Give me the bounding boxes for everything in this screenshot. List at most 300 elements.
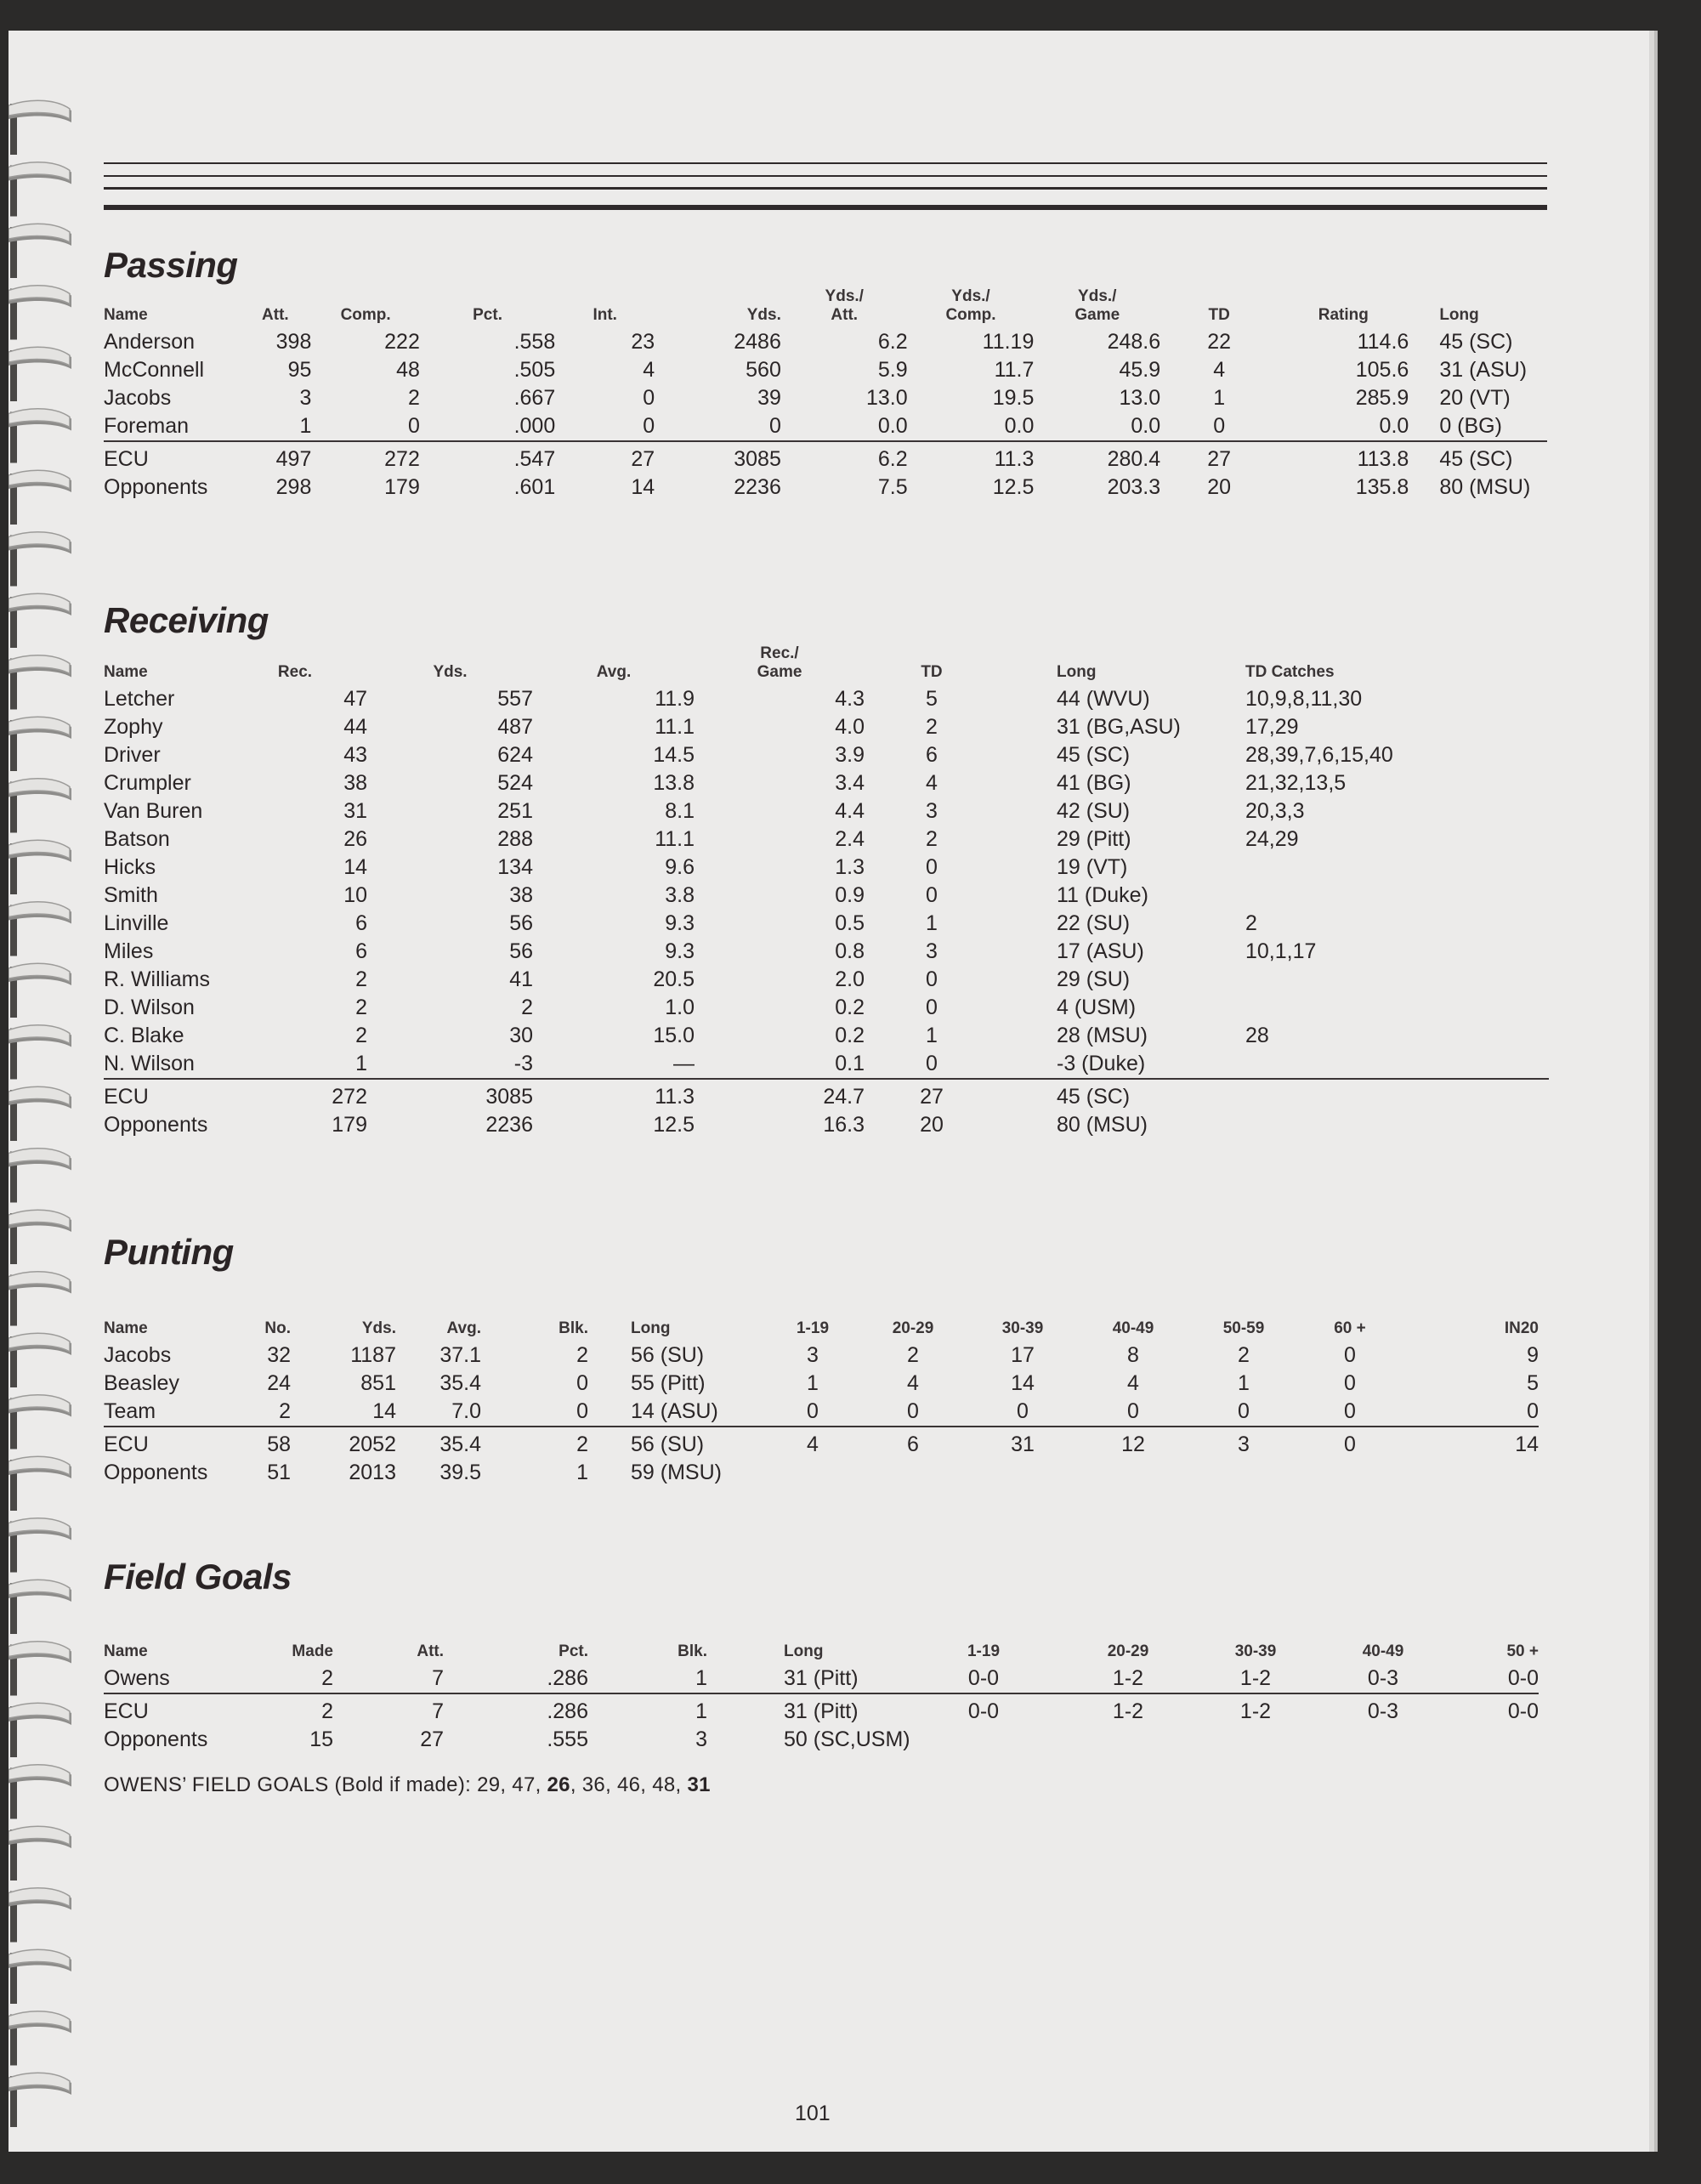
stat-cell: 14 bbox=[343, 855, 367, 879]
stat-cell: 2 bbox=[355, 967, 367, 991]
stat-cell: 0.0 bbox=[781, 412, 908, 441]
spiral-coil bbox=[9, 593, 71, 648]
stat-cell: -3 bbox=[367, 1050, 533, 1079]
stat-cell: 2013 bbox=[349, 1461, 396, 1484]
row-name: Opponents bbox=[104, 1727, 208, 1751]
stat-cell: 2 bbox=[521, 996, 533, 1019]
row-name: Opponents bbox=[104, 1113, 208, 1137]
column-header: Comp. bbox=[340, 306, 391, 324]
stat-cell: 0.9 bbox=[835, 883, 865, 907]
stat-cell: 9 bbox=[1527, 1343, 1539, 1367]
row-name: Driver bbox=[104, 743, 161, 767]
stat-cell: 12 bbox=[1121, 1432, 1145, 1456]
stat-cell: 10 bbox=[343, 883, 367, 907]
stat-cell: 1 bbox=[1238, 1371, 1250, 1395]
spiral-coil bbox=[9, 2011, 71, 2066]
spiral-coil bbox=[9, 1210, 71, 1264]
stat-cell: 280.4 bbox=[1107, 447, 1161, 471]
row-name: Beasley bbox=[104, 1371, 179, 1395]
total-row bbox=[104, 1111, 1549, 1139]
stat-cell: 0 bbox=[655, 412, 781, 441]
stat-cell: .286 bbox=[547, 1699, 588, 1723]
player-row bbox=[104, 882, 1549, 910]
stat-cell: 31 bbox=[1011, 1432, 1035, 1456]
column-header: Long bbox=[1057, 663, 1097, 681]
fg-attempt-missed: 29 bbox=[477, 1773, 501, 1796]
stat-cell: 20 bbox=[1207, 475, 1232, 499]
stat-cell: 524 bbox=[497, 771, 533, 795]
stat-cell: 13.0 bbox=[1119, 386, 1161, 410]
spiral-coil bbox=[9, 840, 71, 894]
stat-cell bbox=[1245, 994, 1549, 1022]
stat-cell: 22 bbox=[1207, 330, 1232, 354]
stat-cell: 14 bbox=[1515, 1432, 1539, 1456]
stat-cell: — bbox=[533, 1050, 695, 1079]
stat-cell: 285.9 bbox=[1355, 386, 1409, 410]
stat-cell: 6 bbox=[907, 1432, 919, 1456]
stat-cell: 203.3 bbox=[1107, 475, 1161, 499]
stat-cell: 3085 bbox=[485, 1085, 533, 1109]
column-header: 1-19 bbox=[967, 1642, 1001, 1660]
stat-cell: 12.5 bbox=[992, 475, 1035, 499]
column-header: 20-29 bbox=[1107, 1642, 1149, 1660]
stat-cell: 557 bbox=[497, 687, 533, 711]
column-header: 30-39 bbox=[1234, 1642, 1277, 1660]
stat-cell: 1-2 bbox=[1112, 1699, 1144, 1723]
player-row bbox=[104, 994, 1549, 1022]
player-row bbox=[104, 797, 1549, 825]
stat-cell: 22 (SU) bbox=[1057, 911, 1131, 935]
stat-cell: 0 bbox=[926, 883, 938, 907]
fg-attempt-missed: 36 bbox=[581, 1773, 606, 1796]
stat-cell: 19.5 bbox=[992, 386, 1035, 410]
fg-attempt-missed: 47 bbox=[512, 1773, 536, 1796]
stat-cell: 45 (SC) bbox=[1439, 447, 1513, 471]
spiral-coil bbox=[9, 902, 71, 956]
stat-cell: 48 bbox=[396, 358, 420, 382]
player-row bbox=[104, 685, 1549, 713]
spiral-coil bbox=[9, 963, 71, 1018]
player-row bbox=[104, 356, 1547, 384]
player-row bbox=[104, 713, 1549, 741]
punting-title: Punting bbox=[104, 1232, 234, 1272]
row-name: N. Wilson bbox=[104, 1050, 223, 1079]
stat-cell: 0 bbox=[555, 412, 655, 441]
column-header: 60 + bbox=[1334, 1319, 1366, 1337]
spiral-binding bbox=[9, 90, 78, 2130]
stat-cell: 59 (MSU) bbox=[631, 1461, 722, 1484]
stat-cell: 497 bbox=[275, 447, 312, 471]
stat-cell: 398 bbox=[275, 330, 312, 354]
stat-cell: 3 bbox=[695, 1727, 707, 1751]
column-header: 1-19 bbox=[796, 1319, 830, 1337]
stat-cell: 0 bbox=[926, 855, 938, 879]
row-name: Hicks bbox=[104, 855, 156, 879]
passing-table bbox=[104, 287, 1547, 502]
field-goals-attempts: 29, 47, 26, 36, 46, 48, 31 bbox=[477, 1773, 711, 1796]
column-header: 20-29 bbox=[892, 1319, 934, 1337]
stat-cell: 0 bbox=[865, 1050, 999, 1079]
stat-cell: 1 bbox=[695, 1699, 707, 1723]
stat-cell: 50 (SC,USM) bbox=[784, 1727, 910, 1751]
stat-cell: 179 bbox=[384, 475, 420, 499]
stat-cell: 288 bbox=[497, 827, 533, 851]
stat-cell: 37.1 bbox=[439, 1343, 481, 1367]
stat-cell: 0.0 bbox=[908, 412, 1035, 441]
player-row bbox=[104, 741, 1549, 769]
stat-cell: 44 (WVU) bbox=[1057, 687, 1150, 711]
column-header: 40-49 bbox=[1112, 1319, 1154, 1337]
stat-cell: 0 bbox=[311, 412, 420, 441]
stat-cell: 20 (VT) bbox=[1439, 386, 1511, 410]
stat-cell: 251 bbox=[497, 799, 533, 823]
header-row bbox=[104, 1319, 1539, 1342]
stat-cell: 105.6 bbox=[1355, 358, 1409, 382]
stat-cell: 3085 bbox=[734, 447, 781, 471]
stat-cell: 23 bbox=[631, 330, 655, 354]
stat-cell: 1 bbox=[576, 1461, 588, 1484]
stat-cell: 2 bbox=[576, 1432, 588, 1456]
row-name: R. Williams bbox=[104, 967, 210, 991]
stat-cell: 3 bbox=[926, 939, 938, 963]
stat-cell: 27 bbox=[1207, 447, 1232, 471]
stat-cell: 30 bbox=[509, 1024, 533, 1047]
stat-cell: 13.0 bbox=[865, 386, 908, 410]
stat-cell: 135.8 bbox=[1355, 475, 1409, 499]
stat-cell: 8 bbox=[1127, 1343, 1139, 1367]
stat-cell: 16.3 bbox=[823, 1113, 865, 1137]
column-header: Long bbox=[1439, 306, 1479, 324]
player-row bbox=[104, 1370, 1539, 1398]
stat-cell bbox=[1245, 854, 1549, 882]
stat-cell: 2236 bbox=[485, 1113, 533, 1137]
header-row bbox=[104, 287, 1547, 328]
receiving-title: Receiving bbox=[104, 600, 269, 640]
stat-cell: 0.2 bbox=[835, 1024, 865, 1047]
stat-cell: 0-0 bbox=[967, 1699, 1000, 1723]
stat-cell: 2.0 bbox=[835, 967, 865, 991]
stat-cell: 80 (MSU) bbox=[1057, 1113, 1148, 1137]
stat-cell: 0 bbox=[643, 386, 655, 410]
stat-cell: .505 bbox=[513, 358, 556, 382]
stat-cell: 12.5 bbox=[653, 1113, 695, 1137]
spiral-coil bbox=[9, 655, 71, 710]
stat-cell: 0.0 bbox=[1278, 412, 1409, 441]
stat-cell: 20.5 bbox=[653, 967, 695, 991]
column-header: TD Catches bbox=[1245, 663, 1335, 681]
stat-cell: 4 bbox=[1213, 358, 1226, 382]
player-row bbox=[104, 384, 1547, 412]
stat-cell: 0 bbox=[767, 1398, 859, 1427]
row-name: Linville bbox=[104, 911, 169, 935]
stat-cell: 14 bbox=[291, 1398, 396, 1427]
stat-cell: 32 bbox=[267, 1343, 291, 1367]
stat-cell: 2 bbox=[926, 715, 938, 739]
stat-cell: -3 (Duke) bbox=[999, 1050, 1245, 1079]
player-row bbox=[104, 1050, 1549, 1079]
spiral-coil bbox=[9, 100, 71, 155]
stat-cell: 20 bbox=[920, 1113, 944, 1137]
stat-cell bbox=[1245, 882, 1549, 910]
stat-cell: 0.0 bbox=[1034, 412, 1160, 441]
column-header: Blk. bbox=[678, 1642, 707, 1660]
stat-cell: 10,1,17 bbox=[1245, 939, 1317, 963]
stat-cell: 2236 bbox=[734, 475, 781, 499]
stat-cell: 0 bbox=[1160, 412, 1278, 441]
header-rule-1 bbox=[104, 162, 1547, 164]
stat-cell: 95 bbox=[287, 358, 312, 382]
stat-cell: 2 bbox=[321, 1699, 333, 1723]
passing-title: Passing bbox=[104, 245, 238, 285]
spiral-coil bbox=[9, 162, 71, 217]
stat-cell: 0-3 bbox=[1319, 1665, 1447, 1693]
stat-cell: 4 bbox=[643, 358, 655, 382]
header-rule-2 bbox=[104, 175, 1547, 177]
column-header: Yds./ Att. bbox=[825, 287, 864, 324]
row-name: Team bbox=[104, 1398, 189, 1427]
player-row bbox=[104, 769, 1549, 797]
row-name: D. Wilson bbox=[104, 996, 195, 1019]
punting-table bbox=[104, 1319, 1539, 1487]
stat-cell: 28 (MSU) bbox=[1057, 1024, 1148, 1047]
stat-cell bbox=[1245, 1050, 1549, 1079]
fg-attempt-made: 31 bbox=[687, 1773, 711, 1796]
spiral-coil bbox=[9, 1272, 71, 1326]
stat-cell: .555 bbox=[547, 1727, 588, 1751]
column-header: Name bbox=[104, 1642, 148, 1660]
stat-cell: 0-0 bbox=[1507, 1699, 1539, 1723]
stat-cell: 9.3 bbox=[665, 911, 695, 935]
stat-cell: 45 (SC) bbox=[1057, 743, 1131, 767]
stat-cell: 2 bbox=[214, 1665, 333, 1693]
stat-cell: 7.5 bbox=[877, 475, 908, 499]
stat-cell: 1-2 bbox=[1239, 1699, 1272, 1723]
spiral-coil bbox=[9, 1888, 71, 1943]
player-row bbox=[104, 825, 1549, 854]
column-header: Rec. bbox=[277, 663, 313, 681]
stat-cell bbox=[967, 1459, 1078, 1487]
stat-cell: 1 bbox=[223, 1050, 367, 1079]
header-rule-4 bbox=[104, 205, 1547, 210]
stat-cell bbox=[1245, 1079, 1549, 1111]
stat-cell: 6 bbox=[355, 911, 367, 935]
column-header: Avg. bbox=[596, 663, 632, 681]
stat-cell: 56 (SU) bbox=[631, 1432, 705, 1456]
stat-cell: 56 bbox=[509, 939, 533, 963]
stat-cell: 24,29 bbox=[1245, 827, 1299, 851]
spiral-coil bbox=[9, 1826, 71, 1881]
stat-cell bbox=[903, 1726, 1064, 1754]
stat-cell: 4 bbox=[907, 1371, 919, 1395]
column-header: Yds. bbox=[361, 1319, 396, 1337]
row-name: Zophy bbox=[104, 715, 163, 739]
column-header: Name bbox=[104, 663, 148, 681]
stat-cell: 31 (ASU) bbox=[1439, 358, 1528, 382]
stat-cell: 134 bbox=[497, 855, 533, 879]
stat-cell: 24.7 bbox=[823, 1085, 865, 1109]
column-header: Name bbox=[104, 1319, 148, 1337]
total-row bbox=[104, 1726, 1539, 1754]
stat-cell: 3 bbox=[1238, 1432, 1250, 1456]
stat-cell: 11.1 bbox=[655, 827, 695, 851]
column-header: Yds./ Game bbox=[1074, 287, 1120, 324]
column-header: Int. bbox=[593, 306, 617, 324]
column-header: TD bbox=[921, 663, 943, 681]
column-header: Att. bbox=[262, 306, 289, 324]
stat-cell: .667 bbox=[513, 386, 556, 410]
stat-cell: 2052 bbox=[349, 1432, 396, 1456]
stat-cell: 31 (Pitt) bbox=[784, 1699, 859, 1723]
spiral-coil bbox=[9, 1518, 71, 1573]
stat-cell: 0 bbox=[481, 1398, 588, 1427]
column-header: Name bbox=[104, 306, 148, 324]
column-header: Pct. bbox=[473, 306, 502, 324]
column-header: Long bbox=[631, 1319, 671, 1337]
stat-cell: 29 (SU) bbox=[1057, 967, 1131, 991]
stat-cell: 11.1 bbox=[655, 715, 695, 739]
spiral-coil bbox=[9, 224, 71, 278]
stat-cell: 56 (SU) bbox=[631, 1343, 705, 1367]
stat-cell: 114.6 bbox=[1357, 330, 1409, 354]
stat-cell: 1 bbox=[588, 1665, 707, 1693]
stat-cell: 0 (BG) bbox=[1409, 412, 1547, 441]
spiral-coil bbox=[9, 717, 71, 771]
stat-cell: 35.4 bbox=[439, 1432, 481, 1456]
stat-cell bbox=[1245, 1111, 1549, 1139]
stat-cell: 1 bbox=[239, 412, 311, 441]
stat-cell: 1.0 bbox=[665, 996, 695, 1019]
stat-cell: 28 bbox=[1245, 1024, 1269, 1047]
stat-cell: 3 bbox=[926, 799, 938, 823]
stat-cell: 5 bbox=[926, 687, 938, 711]
field-goals-note-prefix: OWENS’ FIELD GOALS (Bold if made): bbox=[104, 1773, 472, 1796]
stat-cell bbox=[1319, 1726, 1447, 1754]
stat-cell: 487 bbox=[497, 715, 533, 739]
page-number: 101 bbox=[795, 2102, 831, 2125]
stat-cell: 272 bbox=[384, 447, 420, 471]
spiral-coil bbox=[9, 286, 71, 340]
stat-cell: 1 bbox=[926, 911, 938, 935]
stat-cell: 55 (Pitt) bbox=[631, 1371, 706, 1395]
stat-cell: 27 bbox=[920, 1085, 944, 1109]
header-row bbox=[104, 644, 1549, 685]
stat-cell: 21,32,13,5 bbox=[1245, 771, 1347, 795]
column-header: 30-39 bbox=[1001, 1319, 1044, 1337]
stat-cell: 14 bbox=[1011, 1371, 1035, 1395]
stat-cell bbox=[1188, 1459, 1299, 1487]
stat-cell: 11.19 bbox=[982, 330, 1035, 354]
column-header: Pct. bbox=[558, 1642, 588, 1660]
stat-cell: 35.4 bbox=[439, 1371, 481, 1395]
row-name: ECU bbox=[104, 1085, 149, 1109]
stat-cell: 6.2 bbox=[877, 330, 908, 354]
stat-cell: 560 bbox=[746, 358, 781, 382]
stat-cell: 0-0 bbox=[903, 1665, 1064, 1693]
stat-cell: 15.0 bbox=[653, 1024, 695, 1047]
stat-cell: 11.7 bbox=[994, 358, 1035, 382]
stat-cell: 26 bbox=[343, 827, 367, 851]
stat-cell: 1 bbox=[807, 1371, 819, 1395]
stat-cell: 0 bbox=[1188, 1398, 1299, 1427]
player-row bbox=[104, 412, 1547, 441]
spiral-coil bbox=[9, 2073, 71, 2127]
stat-cell: 3.9 bbox=[835, 743, 865, 767]
stat-cell: 298 bbox=[275, 475, 312, 499]
stat-cell: 4 bbox=[807, 1432, 819, 1456]
stat-cell: 3 bbox=[807, 1343, 819, 1367]
stat-cell: 0.1 bbox=[695, 1050, 865, 1079]
stat-cell: .000 bbox=[420, 412, 555, 441]
spiral-coil bbox=[9, 1580, 71, 1634]
stat-cell: 41 bbox=[509, 967, 533, 991]
spiral-coil bbox=[9, 1149, 71, 1203]
stat-cell bbox=[1192, 1726, 1319, 1754]
stat-cell: 0-0 bbox=[1447, 1665, 1539, 1693]
stat-cell: 43 bbox=[343, 743, 367, 767]
stat-cell: 1-2 bbox=[1064, 1665, 1192, 1693]
stat-cell: 5 bbox=[1527, 1371, 1539, 1395]
player-row bbox=[104, 1342, 1539, 1370]
stat-cell: 0 bbox=[1299, 1398, 1401, 1427]
stat-cell: 7.0 bbox=[396, 1398, 481, 1427]
fg-attempt-made: 26 bbox=[547, 1773, 570, 1796]
stat-cell bbox=[767, 1459, 859, 1487]
stat-cell: 0.5 bbox=[835, 911, 865, 935]
row-name: Miles bbox=[104, 939, 154, 963]
stat-cell: 9.6 bbox=[665, 855, 695, 879]
stat-cell: 1-2 bbox=[1192, 1665, 1319, 1693]
stat-cell: 17 (ASU) bbox=[1057, 939, 1144, 963]
stat-cell: 2 bbox=[1238, 1343, 1250, 1367]
player-row bbox=[104, 966, 1549, 994]
stat-cell: 45.9 bbox=[1119, 358, 1161, 382]
stat-cell: 27 bbox=[420, 1727, 444, 1751]
stat-cell: 58 bbox=[267, 1432, 291, 1456]
row-name: Van Buren bbox=[104, 799, 203, 823]
header-rule-3 bbox=[104, 187, 1547, 190]
stat-cell: 6 bbox=[355, 939, 367, 963]
spiral-coil bbox=[9, 1395, 71, 1449]
stat-cell: .286 bbox=[444, 1665, 588, 1693]
stat-cell: 0 bbox=[1078, 1398, 1188, 1427]
player-row bbox=[104, 910, 1549, 938]
stat-cell: 5.9 bbox=[877, 358, 908, 382]
player-row bbox=[104, 854, 1549, 882]
stat-cell: 6.2 bbox=[877, 447, 908, 471]
field-goals-table bbox=[104, 1642, 1539, 1754]
stat-cell bbox=[1078, 1459, 1188, 1487]
stat-cell: 0 bbox=[859, 1398, 967, 1427]
stat-cell: 272 bbox=[332, 1085, 367, 1109]
stat-cell: 1 bbox=[1213, 386, 1226, 410]
stat-cell: 0 bbox=[1344, 1343, 1356, 1367]
total-row bbox=[104, 1427, 1539, 1459]
stat-cell: 11 (Duke) bbox=[1057, 883, 1148, 907]
stat-cell: 2 bbox=[355, 1024, 367, 1047]
stat-cell: 28,39,7,6,15,40 bbox=[1245, 743, 1393, 767]
column-header: Long bbox=[784, 1642, 824, 1660]
book-page bbox=[9, 31, 1649, 2152]
spiral-coil bbox=[9, 1086, 71, 1141]
stat-cell: 47 bbox=[343, 687, 367, 711]
stat-cell: .558 bbox=[513, 330, 556, 354]
stat-cell: 31 (Pitt) bbox=[707, 1665, 903, 1693]
spiral-coil bbox=[9, 1703, 71, 1757]
row-name: Opponents bbox=[104, 475, 208, 499]
fg-attempt-missed: 46 bbox=[617, 1773, 641, 1796]
stat-cell: 8.1 bbox=[665, 799, 695, 823]
stat-cell: 1187 bbox=[350, 1343, 396, 1367]
